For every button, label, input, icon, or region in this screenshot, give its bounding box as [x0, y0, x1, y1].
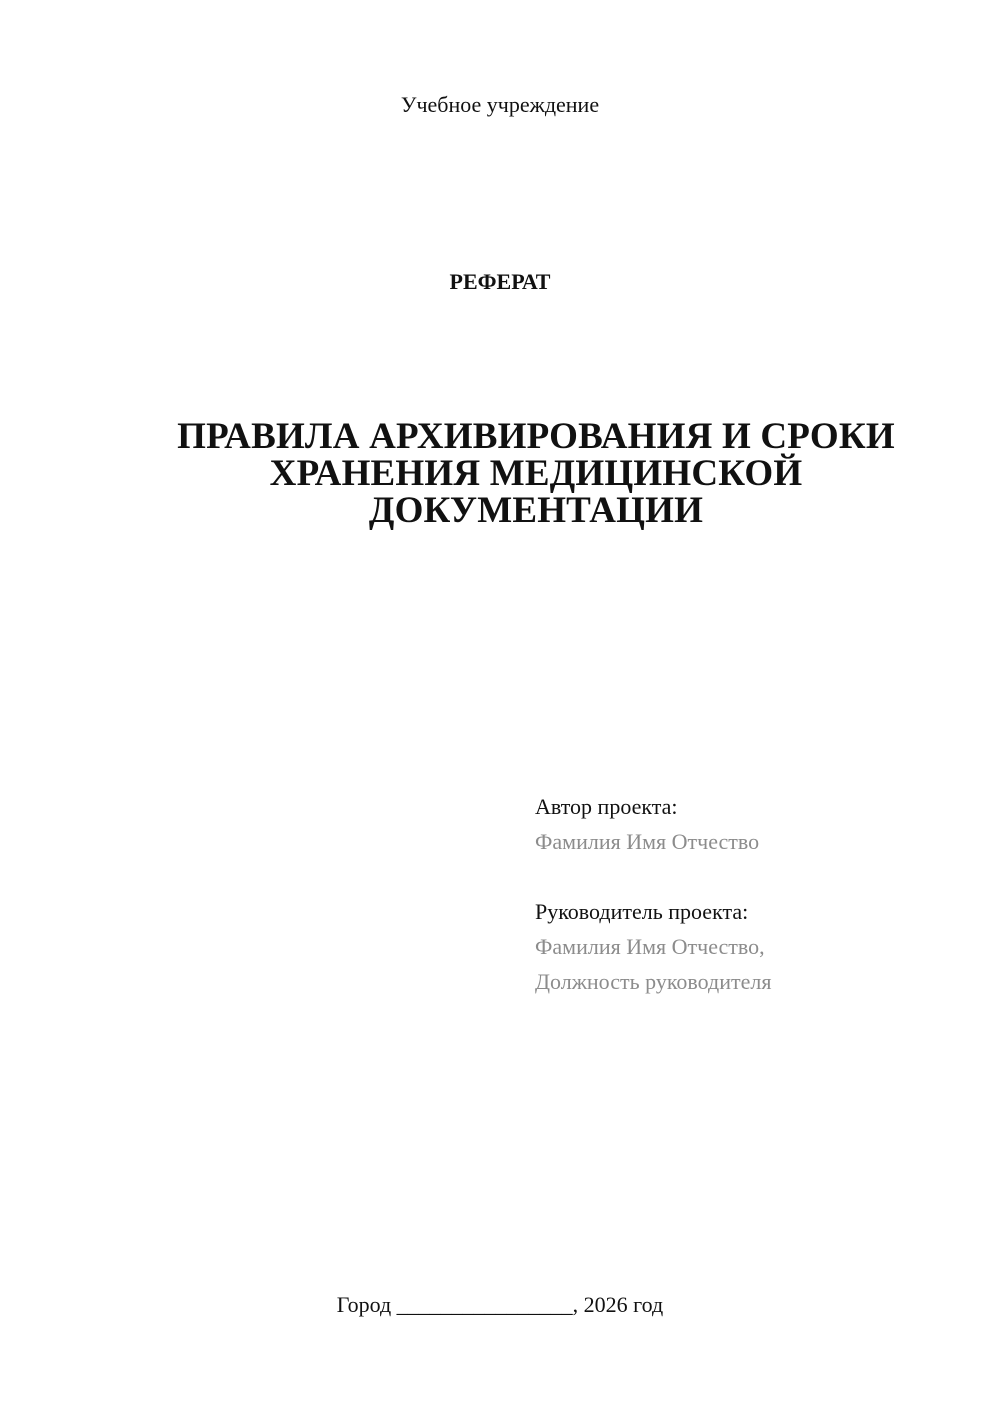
authors-spacer — [535, 859, 955, 894]
document-type: РЕФЕРАТ — [449, 269, 551, 294]
document-title-line-1: ПРАВИЛА АРХИВИРОВАНИЯ И СРОКИ — [177, 416, 895, 457]
document-title-line-3: ДОКУМЕНТАЦИИ — [368, 490, 704, 531]
author-name: Фамилия Имя Отчество — [535, 829, 760, 854]
city-year-line: Город ________________, 2026 год — [336, 1292, 664, 1317]
author-label: Автор проекта: — [535, 794, 678, 819]
supervisor-name: Фамилия Имя Отчество, — [535, 934, 765, 959]
document-title-line-2: ХРАНЕНИЯ МЕДИЦИНСКОЙ — [269, 453, 803, 494]
authors-block — [535, 789, 955, 999]
institution-name: Учебное учреждение — [400, 92, 600, 117]
supervisor-position: Должность руководителя — [535, 969, 772, 994]
supervisor-label: Руководитель проекта: — [535, 899, 749, 924]
document-title — [150, 418, 922, 529]
